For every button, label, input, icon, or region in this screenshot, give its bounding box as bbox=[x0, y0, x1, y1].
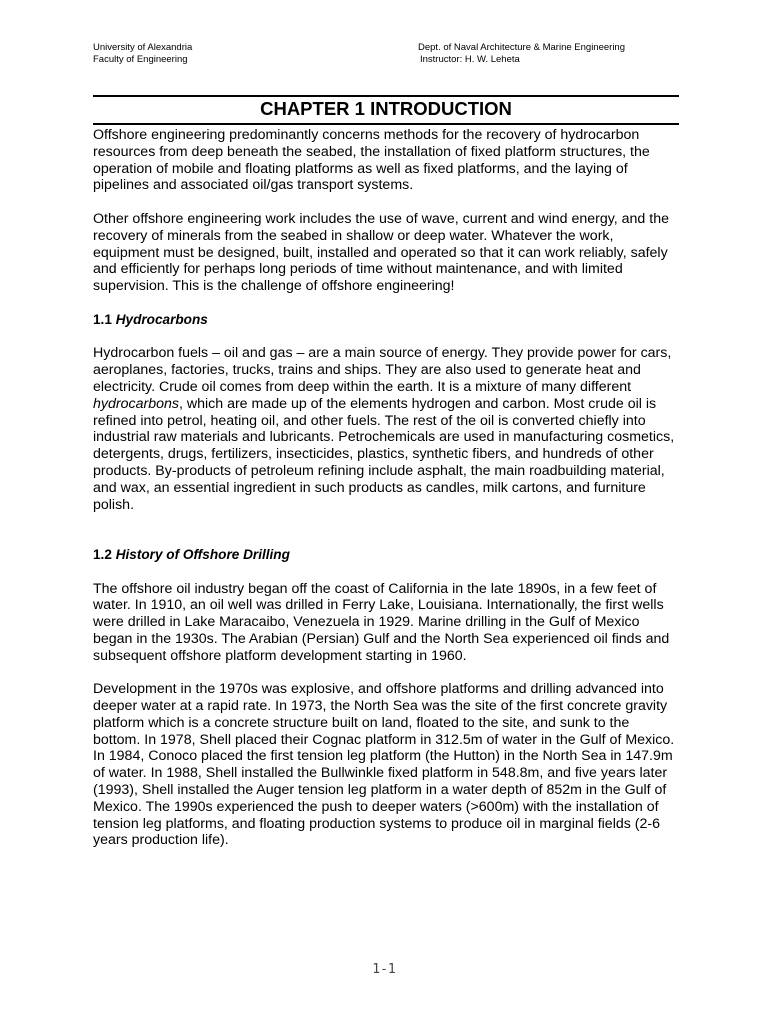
instructor-name: Instructor: H. W. Leheta bbox=[420, 54, 520, 65]
faculty-name: Faculty of Engineering bbox=[93, 54, 188, 65]
document-body bbox=[93, 127, 678, 849]
section-title: History of Offshore Drilling bbox=[115, 546, 290, 562]
section-title: Hydrocarbons bbox=[115, 311, 208, 327]
history-paragraph-2: Development in the 1970s was explosive, and offshore platforms and drilling advanced into deeper water at a rapid rate. In 1973, the North Sea was the site of the first concrete gravity platform which is a concrete structure built on land, floated to the site, and sunk to the bottom. In 1978, Shell placed their Cognac platform in 312.5m of water in the Gulf of Mexico. In 1984, Conoco placed the first tension leg platform (the Hutton) in the North Sea in 147.9m of water. In 1988, Shell installed the Bullwinkle fixed platform in 548.8m, and five years later (1993), Shell installed the Auger tension leg platform in a water depth of 852m in the Gulf of Mexico. The 1990s experienced the push to deeper waters (>600m) with the installation of tension leg platforms, and floating production systems to produce oil in marginal fields (2-6 years production life). bbox=[93, 681, 675, 849]
title-bottom-rule bbox=[93, 123, 679, 125]
section-heading-history bbox=[93, 547, 678, 564]
page-number: 1-1 bbox=[372, 962, 396, 977]
section-heading-hydrocarbons bbox=[93, 312, 678, 329]
history-paragraph-1: The offshore oil industry began off the coast of California in the late 1890s, in a few feet of water. In 1910, an oil well was drilled in Ferry Lake, Louisiana. Internationally, the first wells were drilled in Lake Maracaibo, Venezuela in 1929. Marine drilling in the Gulf of Mexico began in the 1930s. The Arabian (Persian) Gulf and the North Sea experienced oil finds and subsequent offshore platform development starting in 1960. bbox=[93, 580, 670, 664]
intro-paragraph-2: Other offshore engineering work includes the use of wave, current and wind energy, and the recovery of minerals from the seabed in shallow or deep water. Whatever the work, equipment must be designed, built, installed and operated so that it can work reliably, safely and efficiently for perhaps long periods of time without maintenance, and with limited supervision. This is the challenge of offshore engineering! bbox=[93, 210, 669, 295]
chapter-title: CHAPTER 1 INTRODUCTION bbox=[260, 98, 512, 119]
section-number: 1.1 bbox=[93, 311, 112, 327]
text-run: , which are made up of the elements hydrogen and carbon. Most crude oil is refined into petrol, heating oil, and other fuels. The rest of the oil is converted chiefly into industrial raw materials and lubricants. Petrochemicals are used in manufacturing cosmetics, detergents, drugs, fertilizers, insecticides, plastics, synthetic fibers, and hundreds of other products. By-products of petroleum refining include asphalt, the main roadbuilding material, and wax, an essential ingredient in such products as candles, milk cartons, and furniture polish. bbox=[93, 395, 675, 513]
university-name: University of Alexandria bbox=[93, 42, 193, 53]
hydrocarbons-paragraph bbox=[93, 345, 678, 513]
text-run: Hydrocarbon fuels – oil and gas – are a main source of energy. They provide power for cars, aeroplanes, factories, trucks, trains and ships. They are also used to generate heat and electricity. Crude oil comes from deep within the earth. It is a mixture of many different bbox=[93, 345, 672, 395]
header-left bbox=[93, 42, 192, 66]
department-name: Dept. of Naval Architecture & Marine Engineering bbox=[418, 42, 625, 53]
header-right bbox=[418, 42, 625, 66]
emphasis-term: hydrocarbons bbox=[93, 395, 179, 412]
intro-paragraph-1: Offshore engineering predominantly concerns methods for the recovery of hydrocarbon resources from deep beneath the seabed, the installation of fixed platform structures, the operation of mobile and floating platforms as well as fixed platforms, and the laying of pipelines and associated oil/gas transport systems. bbox=[93, 127, 650, 194]
section-number: 1.2 bbox=[93, 546, 112, 562]
